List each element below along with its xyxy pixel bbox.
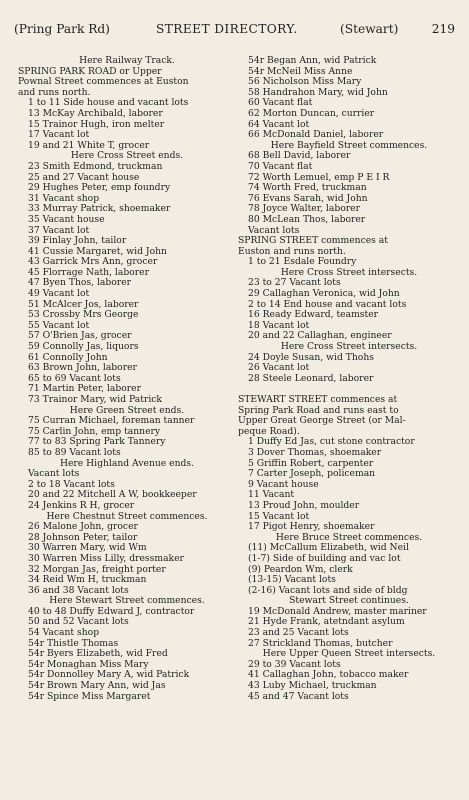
directory-entry: 54r Donnolley Mary A, wid Patrick (28, 670, 190, 681)
directory-entry: 63 Brown John, laborer (28, 363, 137, 374)
directory-entry: 61 Connolly John (28, 352, 108, 363)
directory-entry: (13-15) Vacant lots (248, 575, 336, 586)
directory-entry: 77 to 83 Spring Park Tannery (28, 437, 166, 448)
directory-entry: 45 and 47 Vacant lots (248, 691, 349, 702)
section-heading: Here Cross Street intersects. (280, 267, 418, 278)
directory-entry: 54r McNeil Miss Anne (248, 66, 353, 77)
directory-entry: 7 Carter Joseph, policeman (248, 469, 376, 480)
directory-entry: 31 Vacant shop (28, 193, 100, 204)
directory-entry: 19 and 21 White T, grocer (28, 140, 150, 151)
directory-entry: 15 Vacant lot (248, 511, 310, 522)
directory-entry: 15 Trainor Hugh, iron melter (28, 119, 165, 130)
directory-entry: 2 to 14 End house and vacant lots (248, 299, 407, 310)
directory-entry (238, 384, 460, 395)
directory-entry: 26 Malone John, grocer (28, 522, 138, 533)
directory-entry: 32 Morgan Jas, freight porter (28, 564, 166, 575)
directory-entry: 39 Finlay John, tailor (28, 236, 127, 247)
directory-entry: 30 Warren Miss Lilly, dressmaker (28, 553, 184, 564)
header-street-range-right: (Stewart) (340, 22, 399, 36)
header-title: STREET DIRECTORY. (156, 22, 298, 36)
section-heading: Here Chestnut Street commences. (46, 511, 208, 522)
directory-entry: 19 McDonald Andrew, master mariner (248, 606, 427, 617)
directory-entry: 62 Morton Duncan, currier (248, 108, 375, 119)
section-heading: Here Green Street ends. (69, 405, 185, 416)
directory-entry: (9) Peardon Wm, clerk (248, 564, 353, 575)
street-description: peque Road). (238, 426, 300, 437)
section-heading: Here Cross Street intersects. (280, 342, 418, 353)
street-description: SPRING PARK ROAD or Upper (18, 66, 162, 77)
directory-entry: 54r Thistle Thomas (28, 638, 119, 649)
directory-entry: 57 O'Brien Jas, grocer (28, 331, 132, 342)
directory-entry: 56 Nicholson Miss Mary (248, 77, 362, 88)
directory-entry: 54 Vacant shop (28, 628, 100, 639)
directory-entry: Vacant lots (28, 469, 80, 480)
street-description: Spring Park Road and runs east to (238, 405, 399, 416)
directory-entry: 54r Brown Mary Ann, wid Jas (28, 681, 166, 692)
street-description: STEWART STREET commences at (238, 395, 398, 405)
directory-entry: 28 Johnson Peter, tailor (28, 532, 138, 543)
directory-entry: 41 Cussie Margaret, wid John (28, 246, 167, 257)
directory-entry: 65 to 69 Vacant lots (28, 373, 121, 384)
street-description: Upper Great George Street (or Mal- (238, 416, 406, 427)
directory-entry: 23 to 27 Vacant lots (248, 278, 341, 289)
directory-entry: (2-16) Vacant lots and side of bldg (248, 585, 408, 596)
directory-entry: 78 Joyce Walter, laborer (248, 204, 360, 215)
directory-entry: 16 Ready Edward, teamster (248, 310, 379, 321)
directory-entry: 80 McLean Thos, laborer (248, 214, 366, 225)
directory-entry: 73 Trainor Mary, wid Patrick (28, 395, 162, 405)
section-heading: Here Bayfield Street commences. (270, 140, 428, 151)
directory-entry: 64 Vacant lot (248, 119, 310, 130)
directory-entry: 59 Connolly Jas, liquors (28, 342, 139, 353)
directory-entry: 54r Began Ann, wid Patrick (248, 56, 377, 66)
directory-entry: 50 and 52 Vacant lots (28, 617, 129, 628)
street-description: Euston and runs north. (238, 246, 346, 257)
directory-entry: 60 Vacant flat (248, 98, 313, 109)
directory-entry: 41 Callaghan John, tobacco maker (248, 670, 409, 681)
directory-entry: 24 Doyle Susan, wid Thohs (248, 352, 374, 363)
directory-entry: 1 to 21 Esdale Foundry (248, 257, 357, 268)
directory-entry: 26 Vacant lot (248, 363, 310, 374)
section-heading: Here Railway Track. (79, 56, 175, 66)
directory-entry: 85 to 89 Vacant lots (28, 447, 121, 458)
directory-entry: 13 Proud John, moulder (248, 500, 360, 511)
directory-entry: 43 Garrick Mrs Ann, grocer (28, 257, 158, 268)
right-column (238, 56, 460, 702)
directory-entry: 54r Spince Miss Margaret (28, 691, 151, 702)
directory-entry: (11) McCallum Elizabeth, wid Neil (248, 543, 409, 554)
directory-entry: 1 to 11 Side house and vacant lots (28, 98, 189, 109)
directory-entry: 29 Hughes Peter, emp foundry (28, 183, 171, 194)
section-heading: Here Bruce Street commences. (275, 532, 423, 543)
directory-entry: 45 Florrage Nath, laborer (28, 267, 149, 278)
section-heading: Here Upper Queen Street intersects. (262, 649, 436, 660)
directory-entry: 35 Vacant house (28, 214, 105, 225)
directory-entry: 58 Handrahon Mary, wid John (248, 87, 388, 98)
directory-entry: 74 Worth Fred, truckman (248, 183, 367, 194)
directory-entry: 21 Hyde Frank, atetndant asylum (248, 617, 405, 628)
directory-entry: 68 Bell David, laborer (248, 151, 351, 162)
directory-entry: 27 Strickland Thomas, butcher (248, 638, 393, 649)
directory-entry: 37 Vacant lot (28, 225, 90, 236)
directory-entry: 29 to 39 Vacant lots (248, 659, 341, 670)
directory-entry: 23 Smith Edmond, truckman (28, 161, 163, 172)
directory-entry: 20 and 22 Mitchell A W, bookkeeper (28, 490, 197, 501)
directory-entry: 2 to 18 Vacant lots (28, 479, 115, 490)
directory-entry: 71 Martin Peter, laborer (28, 384, 141, 395)
directory-entry: 43 Luby Michael, truckman (248, 681, 377, 692)
directory-entry: 17 Vacant lot (28, 130, 90, 141)
directory-entry: 36 and 38 Vacant lots (28, 585, 129, 596)
directory-entry: 18 Vacant lot (248, 320, 310, 331)
directory-entry: 66 McDonald Daniel, laborer (248, 130, 384, 141)
page-header (14, 22, 455, 42)
directory-entry: 13 McKay Archibald, laborer (28, 108, 163, 119)
directory-entry: 5 Griffin Robert, carpenter (248, 458, 374, 469)
left-column (18, 56, 236, 702)
directory-entry: 54r Monaghan Miss Mary (28, 659, 149, 670)
directory-entry: 53 Crossby Mrs George (28, 310, 139, 321)
directory-entry: 9 Vacant house (248, 479, 319, 490)
directory-entry: 24 Jenkins R H, grocer (28, 500, 135, 511)
directory-entry: 70 Vacant flat (248, 161, 313, 172)
street-description: Pownal Street commences at Euston (18, 77, 189, 88)
directory-entry: (1-7) Side of building and vac lot (248, 553, 401, 564)
directory-entry: 33 Murray Patrick, shoemaker (28, 204, 171, 215)
directory-entry: 40 to 48 Duffy Edward J, contractor (28, 606, 195, 617)
directory-entry: 17 Pigot Henry, shoemaker (248, 522, 375, 533)
directory-entry: 1 Duffy Ed Jas, cut stone contractor (248, 437, 415, 448)
directory-entry: 28 Steele Leonard, laborer (248, 373, 374, 384)
directory-entry: 34 Reid Wm H, truckman (28, 575, 147, 586)
directory-entry: 51 McAlcer Jos, laborer (28, 299, 139, 310)
directory-entry: 54r Byers Elizabeth, wid Fred (28, 649, 168, 660)
directory-entry: 76 Evans Sarah, wid John (248, 193, 368, 204)
section-heading: Here Highland Avenue ends. (59, 458, 195, 469)
street-description: SPRING STREET commences at (238, 236, 388, 247)
directory-entry: 25 and 27 Vacant house (28, 172, 140, 183)
directory-entry: 29 Callaghan Veronica, wid John (248, 289, 400, 300)
directory-entry: 72 Worth Lemuel, emp P E I R (248, 172, 390, 183)
directory-entry: Vacant lots (248, 225, 300, 236)
directory-entry: 75 Curran Michael, foreman tanner (28, 416, 195, 427)
section-heading: Here Cross Street ends. (70, 151, 184, 162)
section-heading: Stewart Street continues. (289, 596, 409, 607)
page-number: 219 (431, 22, 455, 36)
directory-entry: 55 Vacant lot (28, 320, 90, 331)
directory-entry: 47 Byen Thos, laborer (28, 278, 132, 289)
header-street-range-left: (Pring Park Rd) (14, 22, 110, 36)
section-heading: Here Stewart Street commences. (49, 596, 205, 607)
directory-entry: 23 and 25 Vacant lots (248, 628, 349, 639)
directory-entry: 3 Dover Thomas, shoemaker (248, 447, 382, 458)
street-description: and runs north. (18, 87, 91, 98)
directory-entry: 75 Carlin John, emp tannery (28, 426, 161, 437)
directory-entry: 49 Vacant lot (28, 289, 90, 300)
directory-entry: 11 Vacant (248, 490, 295, 501)
directory-entry: 30 Warren Mary, wid Wm (28, 543, 147, 554)
directory-entry: 20 and 22 Callaghan, engineer (248, 331, 392, 342)
